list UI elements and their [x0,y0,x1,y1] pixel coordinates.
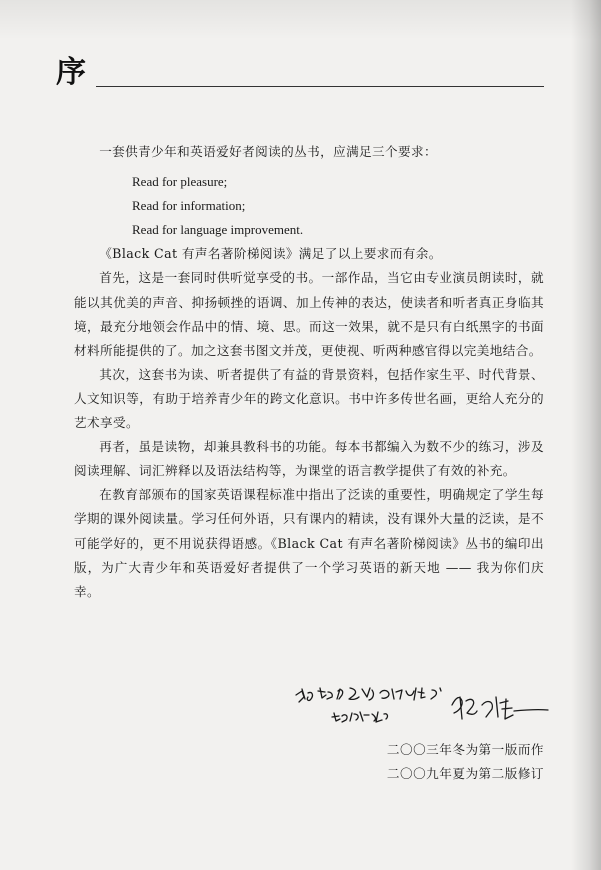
title-rule [96,86,544,87]
preface-body [74,140,544,604]
requirement-3: Read for language improvement. [132,222,304,238]
satisfied-paragraph: 《Black Cat 有声名著阶梯阅读》满足了以上要求而有余。 [99,246,442,262]
handwritten-signature [292,683,552,737]
paragraph-fourth: 在教育部颁布的国家英语课程标准中指出了泛读的重要性，明确规定了学生每学期的课外阅读量。学习任何外语，只有课内的精读，没有课外大量的泛读，是不可能学好的，更不用说获得语感。《Black Cat 有声名著阶梯阅读》丛书的编印出版，为广大青少年和英语爱好者提供了一个学习英语的新天地 —— 我为你们庆幸。 [74,487,544,599]
date-block [332,738,544,786]
paragraph-third: 再者，虽是读物，却兼具教科书的功能。每本书都编入为数不少的练习，涉及阅读理解、词汇辨释以及语法结构等，为课堂的语言教学提供了有效的补充。 [74,439,544,479]
page-title: 序 [56,55,86,90]
paragraph-second: 其次，这套书为读、听者提供了有益的背景资料，包括作家生平、时代背景、人文知识等，有助于培养青少年的跨文化意识。书中许多传世名画，更给人充分的艺术享受。 [74,366,544,431]
signature-image [292,683,552,737]
requirement-1: Read for pleasure; [132,174,228,190]
page-top-shade [0,0,601,40]
requirement-2: Read for information; [132,198,246,214]
date-second-edition: 二〇〇九年夏为第二版修订 [386,766,544,781]
page-edge-shadow [571,0,601,870]
date-first-edition: 二〇〇三年冬为第一版而作 [386,742,544,757]
intro-paragraph: 一套供青少年和英语爱好者阅读的丛书，应满足三个要求： [99,144,438,159]
paragraph-first: 首先，这是一套同时供听觉享受的书。一部作品，当它由专业演员朗读时，就能以其优美的声音、抑扬顿挫的语调、加上传神的表达，使读者和听者真正身临其境，最充分地领会作品中的情、境、思。而这一效果，就不是只有白纸黑字的书面材料所能提供的了。加之这套书图文并茂，更使视、听两种感官得以完美地结合。 [74,270,544,358]
